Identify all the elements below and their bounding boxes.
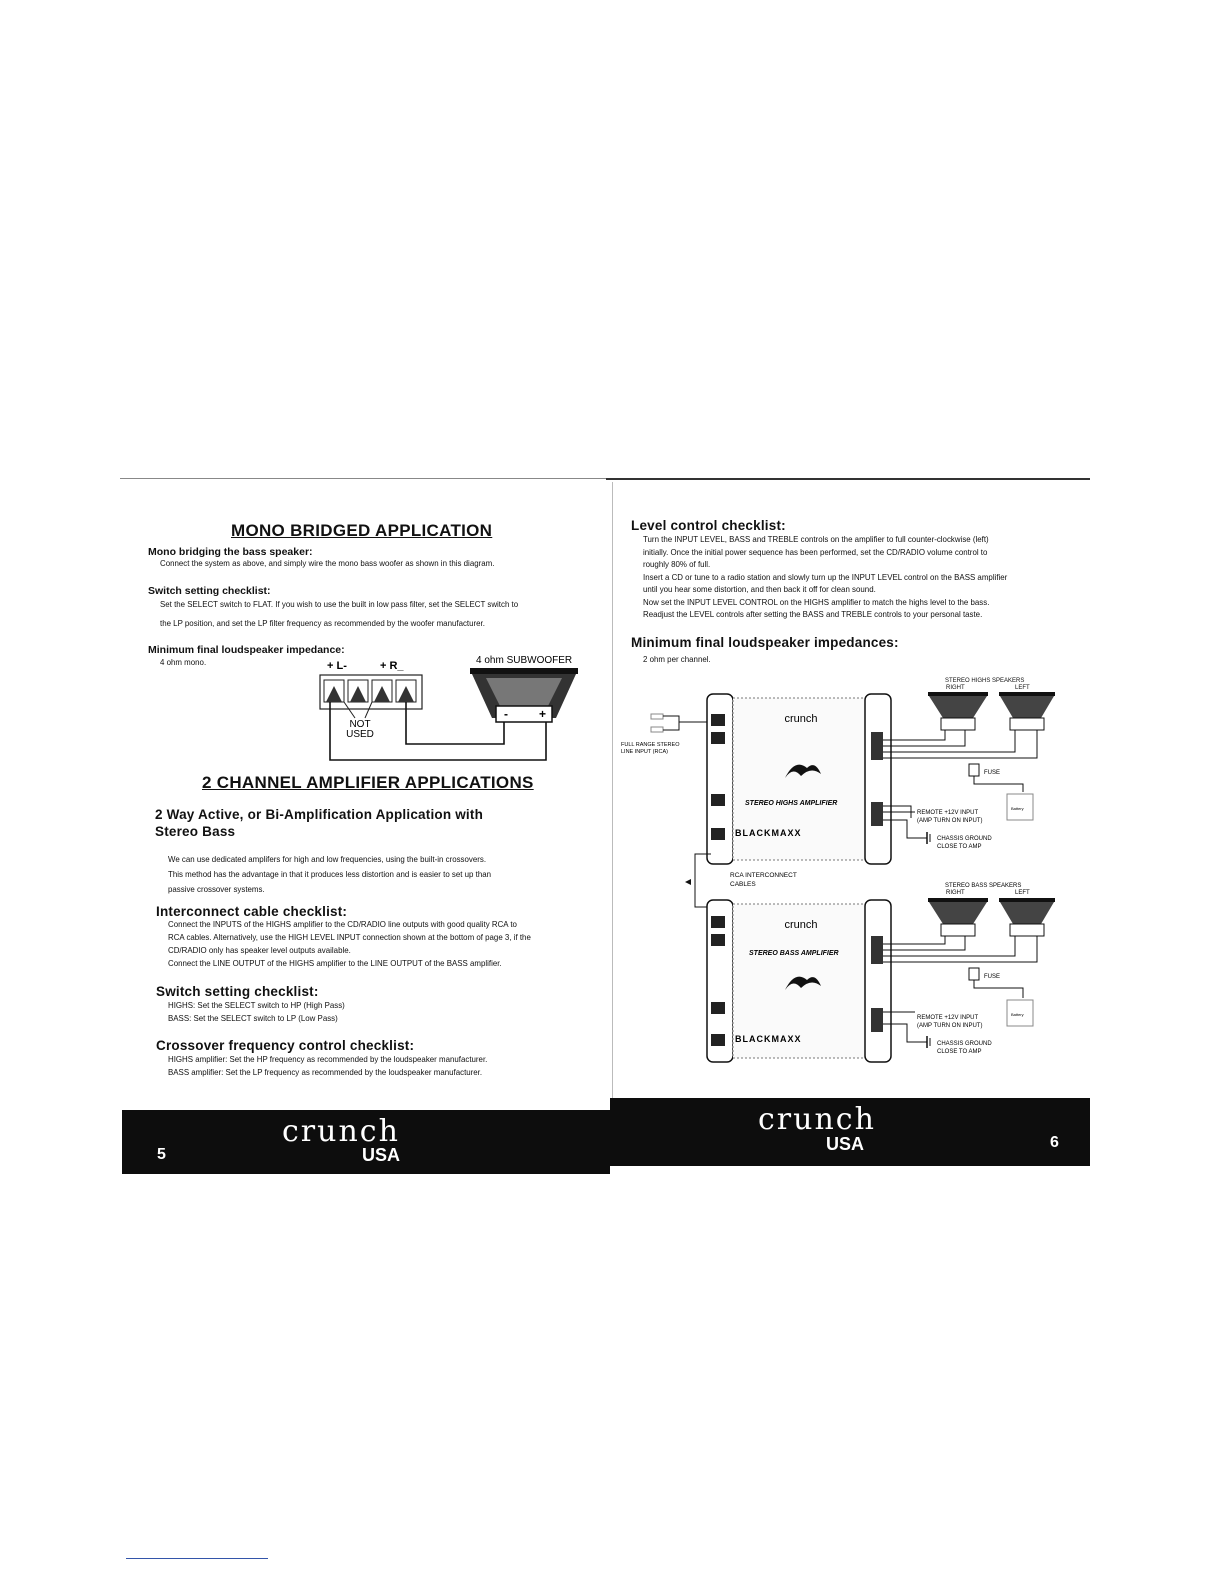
- switch2-line: HIGHS: Set the SELECT switch to HP (High Pass): [168, 1000, 345, 1010]
- left-channel-label: + L-: [327, 660, 347, 672]
- left-footer: [122, 1110, 610, 1174]
- ground-label: CLOSE TO AMP: [937, 844, 982, 850]
- highs-speaker-right-icon: [928, 692, 988, 730]
- bass-amplifier: [707, 900, 891, 1062]
- amp-brand: crunch: [784, 713, 818, 725]
- switch2-heading: Switch setting checklist:: [156, 984, 319, 999]
- right-channel-label: + R_: [380, 660, 404, 672]
- remote-label: REMOTE +12V INPUT: [917, 810, 979, 816]
- crossover-heading: Crossover frequency control checklist:: [156, 1038, 415, 1053]
- bi-amp-heading-line: Stereo Bass: [155, 824, 236, 839]
- interconnect-text: [168, 918, 531, 970]
- switch2-line: BASS: Set the SELECT switch to LP (Low Pass): [168, 1013, 338, 1023]
- ground-label: CLOSE TO AMP: [937, 1049, 982, 1055]
- bass-speakers-label: STEREO BASS SPEAKERS: [945, 883, 1022, 889]
- speaker-left-label: LEFT: [1015, 890, 1030, 896]
- bi-amp-heading-line: 2 Way Active, or Bi-Amplification Application with: [155, 807, 484, 822]
- interconnect-line: CD/RADIO only has speaker level outputs available.: [168, 945, 351, 955]
- fuse-icon: [969, 764, 979, 776]
- woofer-label: 4 ohm SUBWOOFER: [476, 655, 573, 666]
- mono-text: Connect the system as above, and simply wire the mono bass woofer as shown in this diagram.: [160, 558, 495, 568]
- level-text: [643, 533, 1007, 621]
- level-heading: Level control checklist:: [631, 518, 786, 533]
- switch-heading: Switch setting checklist:: [148, 585, 271, 597]
- mono-heading: Mono bridging the bass speaker:: [148, 546, 313, 558]
- fuse-label: FUSE: [984, 770, 1001, 776]
- rca-label: RCA INTERCONNECT: [730, 872, 797, 879]
- switch-line: Set the SELECT switch to FLAT. If you wish to use the built in low pass filter, set the SELECT switch to: [160, 599, 519, 609]
- fuse-icon: [969, 968, 979, 980]
- top-rule-left: [120, 478, 610, 479]
- brand-logo: crunch: [758, 1102, 876, 1137]
- page-number: 5: [157, 1146, 166, 1163]
- impedances-value: 2 ohm per channel.: [643, 654, 711, 664]
- speaker-right-label: RIGHT: [946, 890, 965, 896]
- crossover-text: [168, 1053, 487, 1079]
- interconnect-heading: Interconnect cable checklist:: [156, 904, 348, 919]
- top-rule-right: [606, 478, 1090, 480]
- level-line: Readjust the LEVEL controls after setting the BASS and TREBLE controls to your personal taste.: [643, 609, 983, 619]
- level-line: Turn the INPUT LEVEL, BASS and TREBLE controls on the amplifier to full counter-clockwise (left): [643, 534, 989, 544]
- impedance-value: 4 ohm mono.: [160, 657, 207, 667]
- impedance-heading: Minimum final loudspeaker impedance:: [148, 644, 345, 656]
- mono-bridged-title: MONO BRIDGED APPLICATION: [231, 521, 493, 540]
- not-used-label: NOT: [349, 719, 371, 730]
- crossover-line: BASS amplifier: Set the LP frequency as recommended by the loudspeaker manufacturer.: [168, 1067, 483, 1077]
- bi-amp-text: [168, 852, 491, 897]
- brand-logo: crunch: [282, 1114, 400, 1149]
- interconnect-line: Connect the INPUTS of the HIGHS amplifier to the CD/RADIO line outputs with good quality RCA to: [168, 919, 517, 929]
- page-number: 6: [1050, 1134, 1059, 1151]
- speaker-left-label: LEFT: [1015, 685, 1030, 691]
- highs-speaker-left-icon: [999, 692, 1055, 730]
- level-line: until you hear some distortion, and then back it off for clean sound.: [643, 584, 876, 594]
- battery-label: Battery: [1011, 806, 1024, 811]
- highs-speakers-label: STEREO HIGHS SPEAKERS: [945, 678, 1025, 684]
- battery-label: Battery: [1011, 1012, 1024, 1017]
- bi-amp-heading: [155, 806, 483, 840]
- series-label: BLACKMAXX: [735, 1034, 802, 1044]
- bass-amp-label: STEREO BASS AMPLIFIER: [749, 950, 839, 957]
- not-used-label: USED: [346, 729, 374, 740]
- interconnect-line: Connect the LINE OUTPUT of the HIGHS amplifier to the LINE OUTPUT of the BASS amplifier.: [168, 958, 502, 968]
- remote-label: (AMP TURN ON INPUT): [917, 818, 983, 824]
- impedances-heading: Minimum final loudspeaker impedances:: [631, 635, 899, 650]
- highs-amplifier: [707, 694, 891, 864]
- right-footer: [610, 1098, 1090, 1166]
- amp-brand: crunch: [784, 919, 818, 931]
- bi-amp-line: We can use dedicated amplifers for high and low frequencies, using the built-in crossovers.: [168, 854, 487, 864]
- two-channel-title: 2 CHANNEL AMPLIFIER APPLICATIONS: [202, 773, 534, 792]
- ground-label: CHASSIS GROUND: [937, 1041, 992, 1047]
- level-line: Insert a CD or tune to a radio station and slowly turn up the INPUT LEVEL control on the BASS amplifier: [643, 571, 1008, 582]
- level-line: roughly 80% of full.: [643, 559, 711, 569]
- remote-label: (AMP TURN ON INPUT): [917, 1023, 983, 1029]
- page-divider: [612, 482, 613, 1110]
- woofer-plus: +: [539, 707, 547, 721]
- level-line: initially. Once the initial power sequence has been performed, set the CD/RADIO volume control to: [643, 546, 988, 557]
- scan-artifact-line: [126, 1558, 268, 1559]
- bi-amp-line: This method has the advantage in that it produces less distortion and is easier to set up than: [168, 869, 492, 879]
- highs-amp-label: STEREO HIGHS AMPLIFIER: [745, 800, 838, 807]
- remote-label: REMOTE +12V INPUT: [917, 1015, 979, 1021]
- brand-sub: USA: [826, 1134, 865, 1154]
- switch-line: the LP position, and set the LP filter frequency as recommended by the woofer manufacturer.: [160, 618, 485, 628]
- input-label: FULL RANGE STEREO: [621, 742, 680, 748]
- bi-amp-line: passive crossover systems.: [168, 884, 265, 894]
- level-line: Now set the INPUT LEVEL CONTROL on the HIGHS amplifier to match the highs level to the bass.: [643, 596, 990, 607]
- bass-speaker-left-icon: [999, 898, 1055, 936]
- fuse-label: FUSE: [984, 974, 1001, 980]
- rca-label: CABLES: [730, 881, 756, 888]
- brand-sub: USA: [362, 1145, 401, 1165]
- bi-amp-wiring-diagram: [615, 672, 1085, 1072]
- bass-speaker-right-icon: [928, 898, 988, 936]
- interconnect-line: RCA cables. Alternatively, use the HIGH LEVEL INPUT connection shown at the bottom of page 3, if the: [168, 932, 531, 942]
- mono-bridge-diagram: [310, 648, 590, 764]
- switch-text: [160, 595, 518, 633]
- crossover-line: HIGHS amplifier: Set the HP frequency as recommended by the loudspeaker manufacturer.: [168, 1054, 488, 1064]
- ground-label: CHASSIS GROUND: [937, 836, 992, 842]
- series-label: BLACKMAXX: [735, 828, 802, 838]
- switch2-text: [168, 999, 345, 1025]
- speaker-right-label: RIGHT: [946, 685, 965, 691]
- input-label: LINE INPUT (RCA): [621, 749, 668, 755]
- woofer-minus: -: [504, 707, 508, 721]
